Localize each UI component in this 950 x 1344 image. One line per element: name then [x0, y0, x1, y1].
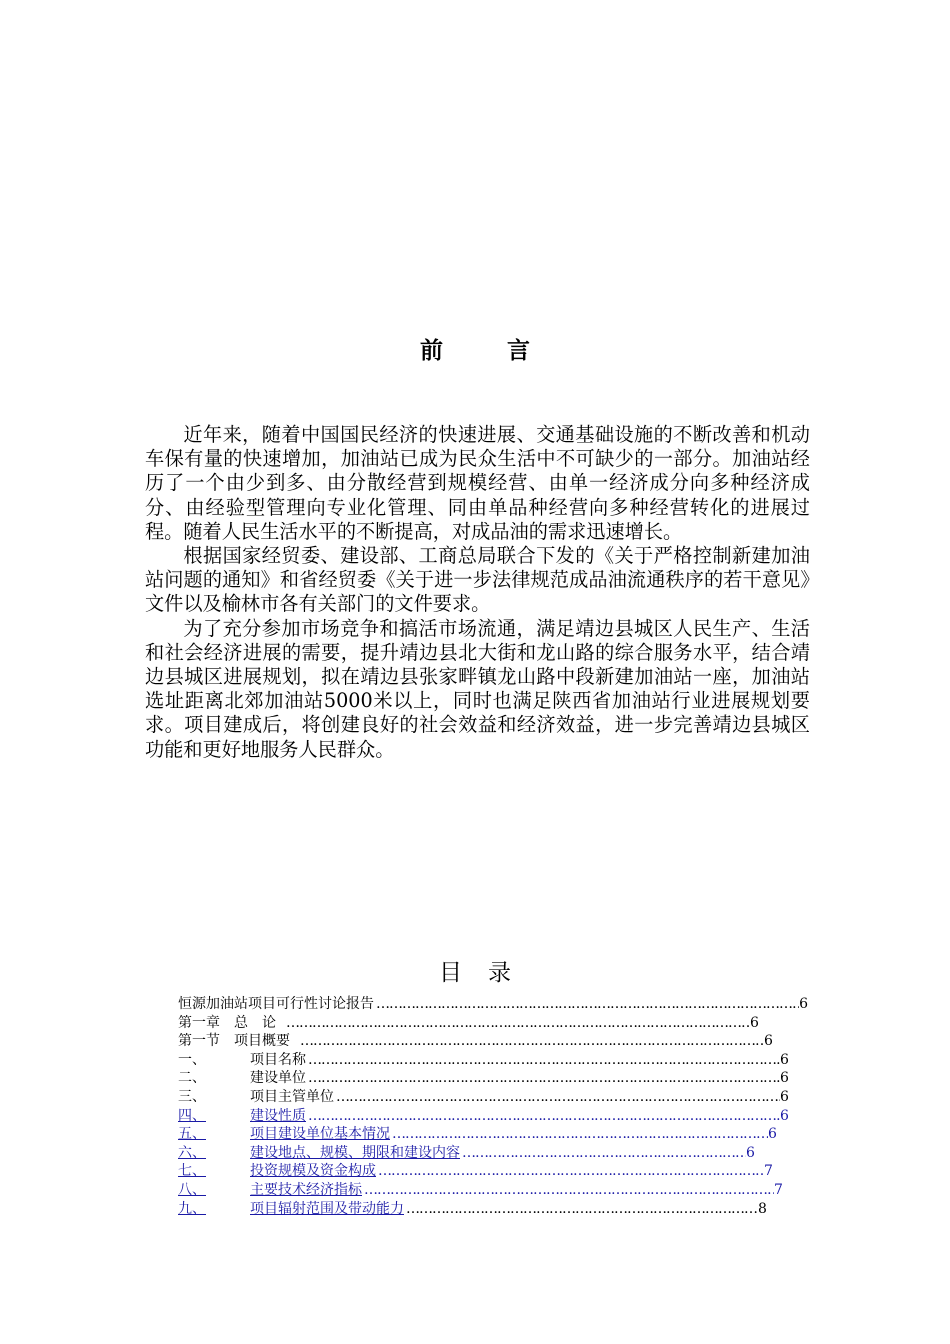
toc-entry-label: 项目建设单位基本情况 [250, 1126, 390, 1143]
toc-link-item-8[interactable] [178, 1181, 808, 1200]
preface-body [145, 423, 810, 762]
toc-leader [306, 1069, 780, 1088]
toc-entry-number: 一、 [178, 1051, 206, 1068]
toc-entry-item-1 [178, 1051, 808, 1070]
toc-entry-label: 建设单位 [250, 1070, 306, 1087]
toc-entry-page: 6 [780, 1051, 789, 1068]
toc-link-item-5[interactable] [178, 1125, 808, 1144]
toc-leader [404, 1200, 758, 1219]
toc-entry-page: 6 [780, 1107, 789, 1124]
toc-title: 目录 [439, 960, 537, 986]
toc-leader [298, 1032, 764, 1051]
toc-entry-number: 三、 [178, 1088, 206, 1105]
preface-title: 前言 [420, 337, 594, 364]
preface-paragraph-3: 为了充分参加市场竞争和搞活市场流通，满足靖边县城区人民生产、生活和社会经济进展的需要，提升靖边县北大街和龙山路的综合服务水平，结合靖边县城区进展规划，拟在靖边县张家畔镇龙山路中段新建加油站一座，加油站选址距离北郊加油站5000米以上，同时也满足陕西省加油站行业进展规划要求。项目建成后，将创建良好的社会效益和经济效益，进一步完善靖边县城区功能和更好地服务人民群众。 [145, 616, 810, 761]
toc-link-item-7[interactable] [178, 1162, 808, 1181]
toc-entry-label: 主要技术经济指标 [250, 1181, 362, 1198]
toc-entry-number: 五、 [178, 1126, 206, 1143]
toc-entry-item-2 [178, 1069, 808, 1088]
toc-entry-page: 6 [780, 1070, 789, 1087]
toc-leader [362, 1181, 774, 1200]
toc-leader [284, 1014, 750, 1033]
toc-entry-label: 项目主管单位 [250, 1088, 334, 1105]
toc-entry-number: 四、 [178, 1107, 206, 1124]
toc-entry-number: 二、 [178, 1070, 206, 1087]
toc-entry-label: 第一章 总 论 [178, 1014, 276, 1031]
toc-entry-number: 六、 [178, 1144, 206, 1161]
toc-entry-label: 建设地点、规模、期限和建设内容 [250, 1144, 460, 1161]
toc-entry-chapter-1 [178, 1014, 808, 1033]
toc-entry-label: 第一节 项目概要 [178, 1033, 290, 1050]
toc-entry-label: 建设性质 [250, 1107, 306, 1124]
toc-entry-number: 八、 [178, 1181, 206, 1198]
toc-leader [334, 1088, 780, 1107]
toc-entry-label: 项目名称 [250, 1051, 306, 1068]
toc-entry-label: 投资规模及资金构成 [250, 1163, 376, 1180]
toc-entry-label: 项目辐射范围及带动能力 [250, 1200, 404, 1217]
toc-entry-page: 7 [764, 1163, 773, 1180]
toc-entry-page: 6 [768, 1126, 777, 1143]
toc-entry-report [178, 995, 808, 1014]
toc-entry-page: 6 [750, 1014, 759, 1031]
toc-entry-page: 6 [799, 996, 808, 1012]
toc-entry-label: 恒源加油站项目可行性讨论报告 [178, 996, 374, 1012]
toc-leader [374, 995, 799, 1014]
toc-entry-section-1 [178, 1032, 808, 1051]
preface-paragraph-1: 近年来，随着中国国民经济的快速进展、交通基础设施的不断改善和机动车保有量的快速增加，加油站已成为民众生活中不可缺少的一部分。加油站经历了一个由少到多、由分散经营到规模经营、由单一经济成分向多种经济成分、由经验型管理向专业化管理、同由单品种经营向多种经营转化的进展过程。随着人民生活水平的不断提高，对成品油的需求迅速增长。 [145, 423, 810, 543]
toc-entry-number: 七、 [178, 1163, 206, 1180]
toc-leader [390, 1125, 768, 1144]
table-of-contents [178, 995, 808, 1218]
toc-entry-page: 7 [774, 1181, 783, 1198]
toc-entry-item-9[interactable] [178, 1200, 808, 1219]
toc-entry-item-3 [178, 1088, 808, 1107]
preface-paragraph-2: 根据国家经贸委、建设部、工商总局联合下发的《关于严格控制新建加油站问题的通知》和省经贸委《关于进一步法律规范成品油流通秩序的若干意见》文件以及榆林市各有关部门的文件要求。 [145, 544, 810, 616]
toc-entry-page: 8 [758, 1200, 767, 1217]
toc-leader [306, 1107, 780, 1126]
toc-entry-page: 6 [780, 1088, 789, 1105]
toc-leader [460, 1144, 746, 1163]
toc-entry-page: 6 [764, 1033, 773, 1050]
toc-leader [306, 1051, 780, 1070]
toc-link-item-4[interactable] [178, 1107, 808, 1126]
toc-entry-number: 九、 [178, 1200, 206, 1217]
toc-leader [376, 1162, 764, 1181]
toc-entry-page: 6 [746, 1144, 755, 1161]
toc-link-item-6[interactable] [178, 1144, 808, 1163]
